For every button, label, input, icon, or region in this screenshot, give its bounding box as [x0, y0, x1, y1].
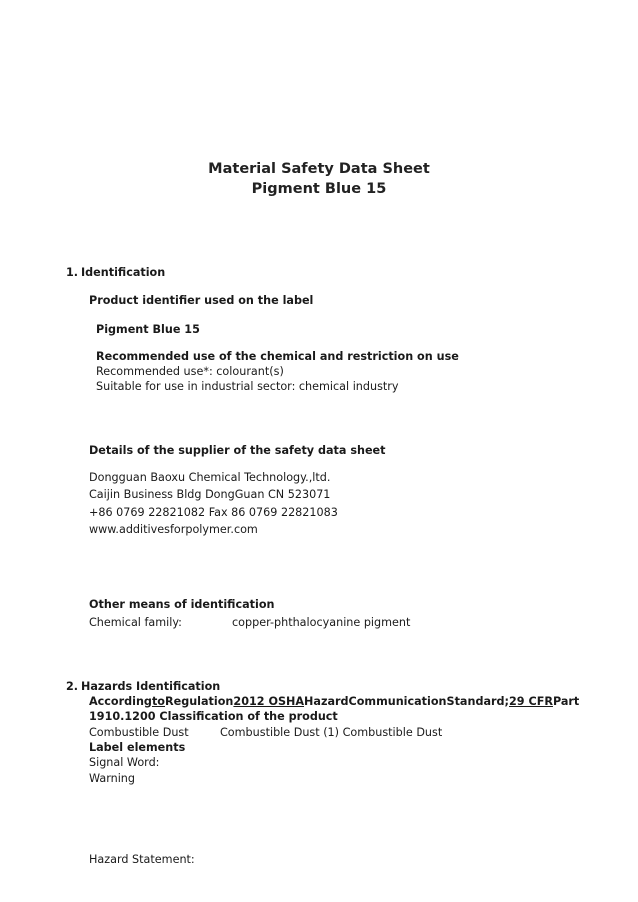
chemical-family-value: copper-phthalocyanine pigment [232, 616, 411, 629]
regulation-word: 2012 OSHA [233, 695, 305, 708]
product-identifier-heading: Product identifier used on the label [89, 294, 314, 307]
section-2-heading: Hazards Identification [81, 680, 221, 693]
product-name: Pigment Blue 15 [96, 323, 200, 336]
recommended-use-heading: Recommended use of the chemical and restriction on use [96, 350, 459, 363]
regulation-word: Standard; [446, 695, 510, 708]
chemical-family-label: Chemical family: [89, 616, 182, 629]
regulation-word: According [89, 695, 152, 708]
regulation-word: Hazard [304, 695, 349, 708]
document-subtitle: Pigment Blue 15 [251, 181, 387, 197]
signal-word-value: Warning [89, 772, 135, 785]
combustible-label: Combustible Dust [89, 726, 189, 739]
section-2-number: 2. [66, 680, 79, 693]
section-1-heading: Identification [81, 266, 166, 279]
regulation-word: Part [552, 695, 580, 708]
document-title: Material Safety Data Sheet [208, 161, 430, 177]
recommended-use-line-2: Suitable for use in industrial sector: chemical industry [96, 380, 399, 393]
regulation-word: Communication [348, 695, 447, 708]
supplier-name: Dongguan Baoxu Chemical Technology.,ltd. [89, 471, 331, 484]
supplier-website: www.additivesforpolymer.com [89, 523, 258, 536]
regulation-word: Regulation [165, 695, 234, 708]
regulation-word: to [151, 695, 165, 708]
supplier-phone: +86 0769 22821082 Fax 86 0769 22821083 [89, 506, 338, 519]
section-1-number: 1. [66, 266, 79, 279]
signal-word-label: Signal Word: [89, 756, 160, 769]
regulation-line-2: 1910.1200 Classification of the product [89, 710, 338, 723]
hazard-statement-label: Hazard Statement: [89, 853, 195, 866]
supplier-address: Caijin Business Bldg DongGuan CN 523071 [89, 488, 331, 501]
combustible-value: Combustible Dust (1) Combustible Dust [220, 726, 443, 739]
regulation-line-1 [89, 695, 580, 708]
other-means-heading: Other means of identification [89, 598, 275, 611]
regulation-word: 29 CFR [509, 695, 553, 708]
label-elements-heading: Label elements [89, 741, 186, 754]
supplier-heading: Details of the supplier of the safety data sheet [89, 444, 386, 457]
recommended-use-line-1: Recommended use*: colourant(s) [96, 365, 284, 378]
